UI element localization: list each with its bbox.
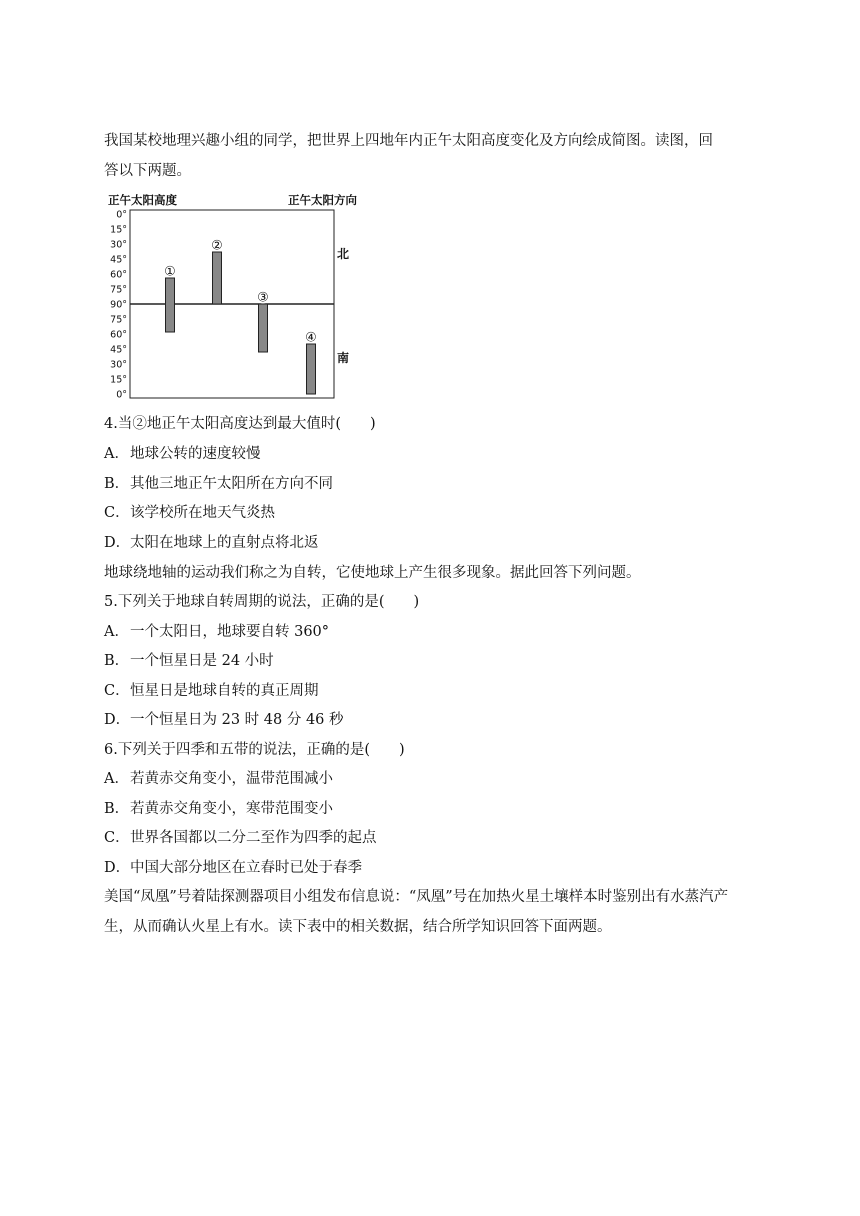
bar-label: ③ (257, 290, 269, 306)
q6-option-b[interactable] (104, 799, 333, 819)
tick-label-south: 60° (110, 329, 127, 341)
intro-line-1: 我国某校地理兴趣小组的同学，把世界上四地年内正午太阳高度变化及方向绘成简图。读图，回 (104, 133, 713, 149)
option-letter: D． (104, 860, 131, 876)
bar-2 (213, 252, 222, 304)
south-label: 南 (337, 351, 350, 365)
tick-label-north: 15° (110, 224, 127, 236)
tick-label-north: 30° (110, 239, 127, 251)
option-letter: A． (104, 624, 129, 640)
option-text: 世界各国都以二分二至作为四季的起点 (130, 830, 377, 846)
q4-stem: 4.当②地正午太阳高度达到最大值时( ) (104, 416, 376, 432)
option-text: 一个恒星日为 23 时 48 分 46 秒 (130, 712, 344, 728)
bar-label: ④ (305, 330, 317, 346)
q4-option-d[interactable] (104, 533, 319, 553)
tick-label-south: 75° (110, 314, 127, 326)
option-letter: C． (104, 683, 130, 699)
option-text: 地球公转的速度较慢 (130, 446, 261, 462)
option-text: 若黄赤交角变小，温带范围减小 (130, 771, 333, 787)
option-letter: D． (104, 535, 131, 551)
upper-ticks (110, 210, 127, 311)
tick-label-north: 0° (116, 209, 127, 221)
option-text: 若黄赤交角变小，寒带范围变小 (130, 801, 333, 817)
bar-label: ② (211, 238, 223, 254)
q4-option-c[interactable] (104, 503, 275, 523)
option-letter: C． (104, 830, 130, 846)
tick-label-north: 90° (110, 299, 127, 311)
q5-option-d[interactable] (104, 710, 344, 730)
q6-option-a[interactable] (104, 769, 333, 789)
option-letter: A． (104, 446, 129, 462)
q6-option-d[interactable] (104, 858, 362, 878)
option-text: 太阳在地球上的直射点将北返 (130, 535, 319, 551)
tick-label-north: 75° (110, 284, 127, 296)
option-text: 恒星日是地球自转的真正周期 (130, 683, 319, 699)
north-label: 北 (337, 247, 350, 261)
solar-altitude-figure (104, 190, 364, 405)
option-text: 其他三地正午太阳所在方向不同 (130, 476, 333, 492)
bar-3 (259, 304, 268, 352)
option-text: 一个太阳日，地球要自转 360° (130, 624, 330, 640)
q5-option-c[interactable] (104, 681, 319, 701)
q4-option-b[interactable] (104, 474, 333, 494)
lower-ticks (110, 315, 127, 401)
intro-3-line-2: 生，从而确认火星上有水。读下表中的相关数据，结合所学知识回答下面两题。 (104, 919, 612, 935)
tick-label-south: 15° (110, 374, 127, 386)
intro-line-2: 答以下两题。 (104, 163, 191, 179)
option-letter: B． (104, 476, 130, 492)
bar-label: ① (164, 264, 176, 280)
bar-1 (166, 278, 175, 332)
q5-option-b[interactable] (104, 651, 274, 671)
tick-label-south: 0° (116, 389, 127, 401)
q5-stem: 5.下列关于地球自转周期的说法，正确的是( ) (104, 594, 420, 610)
option-letter: B． (104, 653, 130, 669)
bars-group (164, 239, 317, 395)
option-text: 中国大部分地区在立春时已处于春季 (130, 860, 362, 876)
tick-label-north: 45° (110, 254, 127, 266)
q6-stem: 6.下列关于四季和五带的说法，正确的是( ) (104, 742, 405, 758)
option-letter: A． (104, 771, 129, 787)
option-letter: B． (104, 801, 130, 817)
option-text: 该学校所在地天气炎热 (130, 505, 275, 521)
q4-option-a[interactable] (104, 444, 261, 464)
q5-option-a[interactable] (104, 622, 329, 642)
option-text: 一个恒星日是 24 小时 (130, 653, 274, 669)
right-axis-title: 正午太阳方向 (288, 193, 357, 207)
option-letter: C． (104, 505, 130, 521)
tick-label-south: 45° (110, 344, 127, 356)
tick-label-north: 60° (110, 269, 127, 281)
tick-label-south: 30° (110, 359, 127, 371)
option-letter: D． (104, 712, 131, 728)
left-axis-title: 正午太阳高度 (108, 193, 177, 207)
q6-option-c[interactable] (104, 828, 377, 848)
intro-2: 地球绕地轴的运动我们称之为自转，它使地球上产生很多现象。据此回答下列问题。 (104, 565, 641, 581)
bar-4 (307, 344, 316, 394)
intro-3-line-1: 美国“凤凰”号着陆探测器项目小组发布信息说：“凤凰”号在加热火星土壤样本时鉴别出有水蒸汽产 (104, 889, 729, 905)
